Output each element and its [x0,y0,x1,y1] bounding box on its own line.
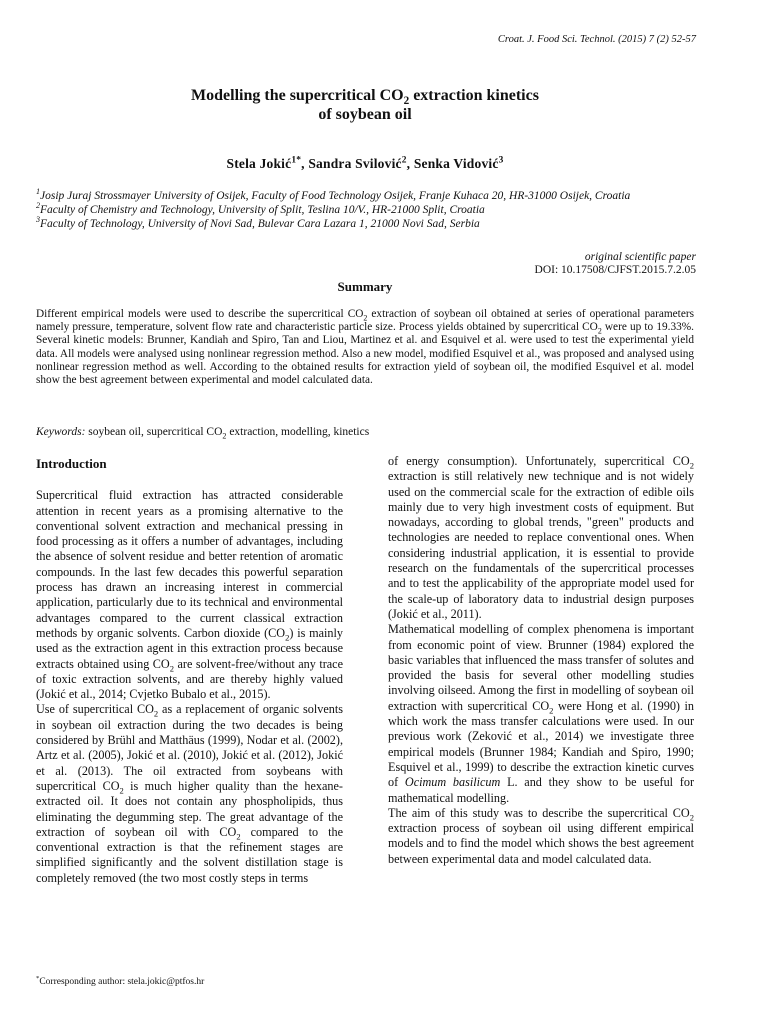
text-run: Use of supercritical CO [36,702,154,717]
subscript: 2 [285,632,290,643]
subscript: 2 [549,705,554,716]
text-run: of energy consumption). Unfortunately, supercritical CO [388,454,690,468]
text-run: L. and they show to be useful for mathematical modelling. [388,775,694,805]
text-run: soybean oil, supercritical CO [85,426,223,438]
text-run: Different empirical models were used to describe the supercritical CO [36,308,364,320]
subscript: 2 [222,431,227,441]
keywords-label: Keywords: [36,426,86,438]
subscript: 2 [363,313,368,323]
author-name: Senka Vidović [413,156,499,171]
text-run: extraction process of soybean oil using different empirical models and to find the model which shows the best agreement between experimental data and model calculated data. [388,821,694,866]
footnote-mark: * [36,974,40,982]
affiliation-text: Faculty of Technology, University of Novi Sad, Bulevar Cara Lazara 1, 21000 Novi Sad, Serbia [40,218,480,230]
affiliation-text: Josip Juraj Strossmayer University of Osijek, Faculty of Food Technology Osijek, Franje Kuhaca 20, HR-31000 Osijek, Croatia [40,190,631,202]
text-run: Mathematical modelling of complex phenomena is important from economic point of view. Brunner (1984) explored the basic variables that influenced the mass transfer of solutes and provided the basis for several other modelling studies involving oilseed. Among the first in modelling of soybean oil extraction with supercritical CO [388,622,694,713]
text-run: extraction is still relatively new technique and is not widely used on the commercial scale for the extraction of edible oils mainly due to very high investment costs of equipment. But nowadays, according to global trends, "green" products and technologies are needed to replace conventional ones. When considering industrial application, it is essential to provide research on the fundamentals of the supercritical processes and to test the applicability of the appropriate model used for the scale-up of laboratory data to industrial design purposes (Jokić et al., 2011). [388,469,694,621]
affiliations [36,189,630,231]
intro-paragraph-2 [36,702,343,886]
doi: DOI: 10.17508/CJFST.2015.7.2.05 [534,264,696,276]
text-run: Supercritical fluid extraction has attracted considerable attention in recent years as a promising alternative to the conventional solvent extraction and mechanical pressing in food processing as it offers a number of advantages, including the absence of solvent residue and better retention of aromatic compounds. In the last few decades this powerful separation process has drawn an increasing interest in commercial application, particularly due to its technical and environmental advantages compared to the current classical extraction methods by organic solvents. Carbon dioxide (CO [36,488,343,640]
intro-paragraph-1 [36,488,343,702]
paper-title [0,86,730,124]
text-run: as a replacement of organic solvents in soybean oil extraction during the two decades is being considered by Brühl and Matthäus (1999), Nodar et al. (2002), Artz et al. (2005), Jokić et al. (2010), Jokić et al. (2012), Jokić et al. (2013). The oil extracted from soybeans with supercritical CO [36,702,343,793]
right-column [388,454,694,867]
affiliation [36,189,630,203]
text-run: ) is mainly used as the extraction agent in this extraction process because extracts obtained using CO [36,625,343,671]
subscript: 2 [689,460,694,471]
journal-reference: Croat. J. Food Sci. Technol. (2015) 7 (2) 52-57 [497,34,696,45]
intro-paragraph-3 [388,622,694,806]
subscript: 2 [119,785,124,796]
author-sup: 2 [401,155,407,166]
subscript: 2 [169,663,174,673]
text-run: The aim of this study was to describe the supercritical CO [388,805,690,820]
intro-paragraph-4 [388,806,694,867]
affiliation-num: 2 [36,201,41,211]
subscript: 2 [689,812,694,823]
title-part: extraction kinetics [409,87,539,104]
text-run: were up to 19.33%. Several kinetic models: Brunner, Kandiah and Spiro, Tan and Liou, Martinez et al. and Esquivel et al. were used to test the experimental yield data. All models were analysed using nonlinear regression method. Also a new model, modified Esquivel et al., was proposed and analysed using nonlinear regression method as well. According to the obtained results for extraction yield of soybean oil, the modified Esquivel et al. model show the best agreement between experimental and model calculated data. [36,321,695,387]
left-column [36,456,343,886]
summary-text [36,308,694,387]
subscript: 2 [597,326,602,336]
subscript: 2 [403,95,410,108]
author-name: Sandra Svilović [308,156,402,171]
author-sup: 3 [498,155,504,166]
text-run: were Hong et al. (1990) in which work the mass transfer calculations were used. In our previous work (Zeković et al., 2014) we investigate three empirical models (Brunner 1984; Kandiah and Spiro, 1990; Esquivel et al., 1999) to describe the extraction kinetic curves of [388,698,694,790]
author-list: Stela Jokić$^{1*}$, Sandra Svilović$^2$, Senka Vidović$^3$ [226,155,504,171]
affiliation [36,217,630,231]
introduction-heading: Introduction [36,456,107,471]
summary-heading: Summary [337,279,393,294]
intro-paragraph-2-cont [388,454,694,622]
affiliation [36,203,630,217]
text-run: is much higher quality than the hexane-extracted oil. It does not contain any phospholipids, thus eliminating the degumming step. The great advantage of the extraction of soybean oil with CO [36,778,343,839]
keywords [36,426,370,441]
title-part: of soybean oil [318,106,412,123]
subscript: 2 [236,831,241,842]
species-name: Ocimum basilicum [404,775,501,790]
text-run: compared to the conventional extraction is that the refinement stages are simplified significantly and the solvent distillation stage is completely removed (the two most costly steps in terms [36,824,344,885]
footnote-text: Corresponding author: stela.jokic@ptfos.hr [39,977,205,987]
text-run: extraction, modelling, kinetics [226,426,370,438]
title-part: Modelling the supercritical CO [191,87,404,104]
paper-type: original scientific paper [584,251,696,263]
text-run: extraction of soybean oil obtained at series of operational parameters namely pressure, temperature, solvent flow rate and characteristic particle size. Process yields obtained by supercritical CO [36,308,694,334]
text-run: are solvent-free/without any trace of toxic extraction solvents, and are thereby highly valued (Jokić et al., 2014; Cvjetko Bubalo et al., 2015). [36,656,344,702]
subscript: 2 [153,708,159,719]
affiliation-num: 1 [36,187,41,197]
author-name: Stela Jokić [226,156,292,171]
author-sup: 1* [291,155,302,166]
footnote [36,974,205,987]
affiliation-num: 3 [36,215,41,225]
affiliation-text: Faculty of Chemistry and Technology, University of Split, Teslina 10/V., HR-21000 Split, Croatia [40,204,485,216]
